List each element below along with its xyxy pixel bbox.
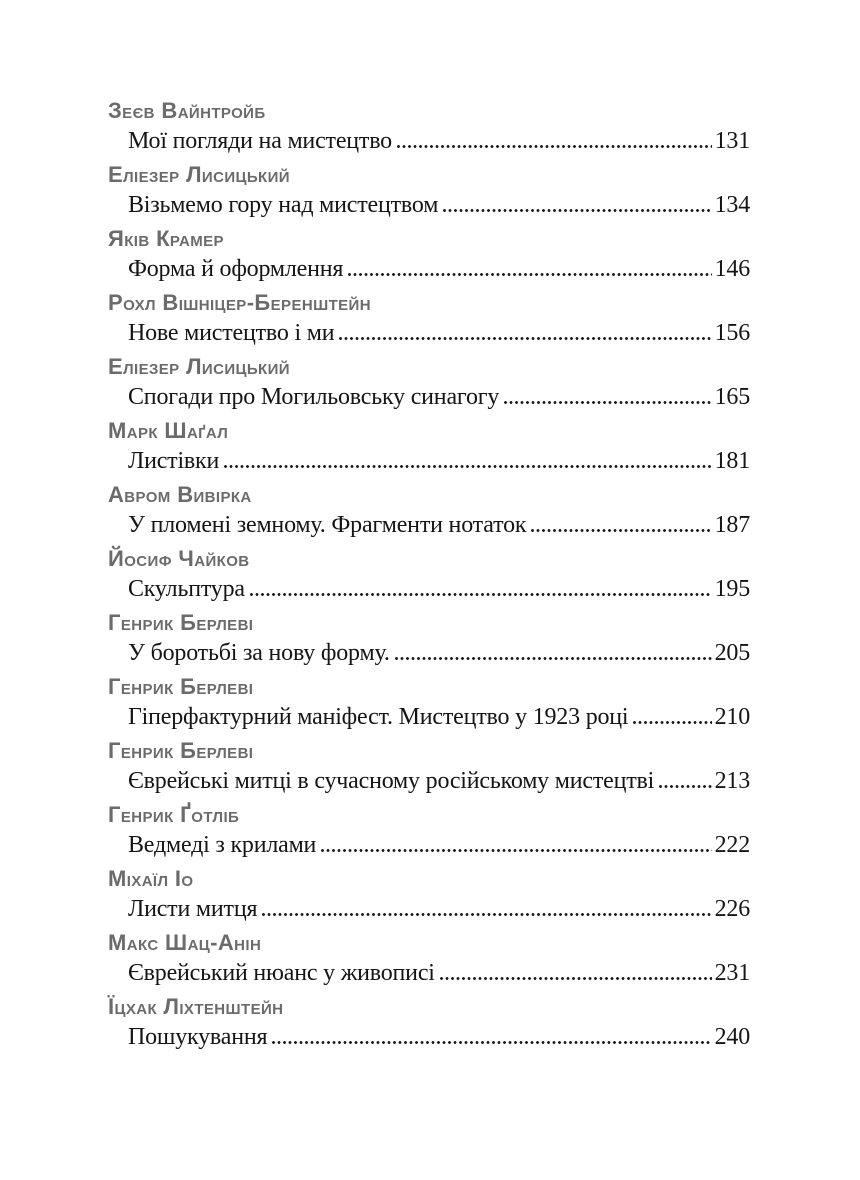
toc-entry-title-line	[128, 1024, 750, 1051]
toc-entry	[108, 484, 750, 539]
dot-leader	[443, 209, 711, 212]
toc-entry-author: Марк Шаґал	[108, 418, 229, 443]
toc-entry-author: Генрик Ґотліб	[108, 802, 240, 827]
toc-entry-author: Генрик Берлеві	[108, 610, 254, 635]
toc-entry	[108, 292, 750, 347]
dot-leader	[504, 401, 711, 404]
toc-entry-title-line	[128, 128, 750, 155]
dot-leader	[321, 849, 711, 852]
toc-entry-title: Форма й оформлення	[128, 256, 344, 282]
toc-entry-author: Йосиф Чайков	[108, 546, 250, 571]
toc-entry-title-line	[128, 512, 750, 539]
toc-entry-title-line	[128, 832, 750, 859]
toc-entry-title-line	[128, 768, 750, 795]
toc-entry	[108, 740, 750, 795]
toc-entry	[108, 804, 750, 859]
toc-entry-author: Міхаїл Іо	[108, 866, 194, 891]
toc-entry-page-number: 146	[714, 256, 750, 282]
dot-leader	[659, 785, 711, 788]
toc-entry	[108, 676, 750, 731]
dot-leader	[339, 337, 711, 340]
toc-entry	[108, 612, 750, 667]
toc-entry-title-line	[128, 576, 750, 603]
toc-entry-page-number: 205	[714, 640, 750, 666]
toc-entry-title-line	[128, 896, 750, 923]
toc-entry	[108, 100, 750, 155]
toc-entry-author: Макс Шац-Анін	[108, 930, 262, 955]
dot-leader	[224, 465, 711, 468]
dot-leader	[633, 721, 711, 724]
toc-entry	[108, 356, 750, 411]
toc-entry-author: Генрик Берлеві	[108, 674, 254, 699]
toc-entry-page-number: 165	[714, 384, 750, 410]
toc-entry	[108, 164, 750, 219]
toc-entry	[108, 996, 750, 1051]
toc-entry-page-number: 231	[714, 960, 750, 986]
toc-entry-title-line	[128, 384, 750, 411]
toc-entry-page-number: 210	[714, 704, 750, 730]
table-of-contents	[108, 100, 750, 1051]
toc-entry-author: Яків Крамер	[108, 226, 224, 251]
toc-entry-title: У боротьбі за нову форму.	[128, 640, 390, 666]
toc-entry-page-number: 156	[714, 320, 750, 346]
toc-entry-title: Ведмеді з крилами	[128, 832, 317, 858]
toc-entry-title: Листівки	[128, 448, 220, 474]
toc-entry-page-number: 213	[714, 768, 750, 794]
dot-leader	[250, 593, 712, 596]
toc-entry-title: Візьмемо гору над мистецтвом	[128, 192, 439, 218]
toc-entry-author: Зеєв Вайнтройб	[108, 98, 266, 123]
toc-entry-title-line	[128, 704, 750, 731]
dot-leader	[395, 657, 712, 660]
toc-entry-title-line	[128, 448, 750, 475]
toc-entry-title-line	[128, 640, 750, 667]
toc-entry-page-number: 187	[714, 512, 750, 538]
dot-leader	[397, 145, 712, 148]
toc-entry-title-line	[128, 192, 750, 219]
toc-entry	[108, 228, 750, 283]
toc-entry-author: Еліезер Лисицький	[108, 162, 290, 187]
toc-entry-page-number: 226	[714, 896, 750, 922]
toc-entry-page-number: 134	[714, 192, 750, 218]
toc-entry	[108, 420, 750, 475]
toc-entry	[108, 932, 750, 987]
dot-leader	[262, 913, 711, 916]
toc-entry-author: Авром Вивірка	[108, 482, 252, 507]
toc-entry-title: Єврейські митці в сучасному російському мистецтві	[128, 768, 655, 794]
toc-entry-author: Генрик Берлеві	[108, 738, 254, 763]
toc-entry	[108, 868, 750, 923]
dot-leader	[440, 977, 712, 980]
toc-entry-title: Єврейський нюанс у живописі	[128, 960, 435, 986]
toc-entry-page-number: 195	[714, 576, 750, 602]
toc-entry-page-number: 222	[714, 832, 750, 858]
toc-entry	[108, 548, 750, 603]
toc-entry-page-number: 131	[714, 128, 750, 154]
toc-entry-title-line	[128, 320, 750, 347]
dot-leader	[348, 273, 711, 276]
dot-leader	[272, 1041, 711, 1044]
toc-entry-title-line	[128, 960, 750, 987]
toc-entry-author: Рохл Вішніцер-Беренштейн	[108, 290, 371, 315]
toc-entry-title: Нове мистецтво і ми	[128, 320, 335, 346]
toc-entry-author: Еліезер Лисицький	[108, 354, 290, 379]
toc-entry-title: Мої погляди на мистецтво	[128, 128, 392, 154]
toc-entry-title: У пломені земному. Фрагменти нотаток	[128, 512, 527, 538]
toc-entry-page-number: 181	[714, 448, 750, 474]
toc-entry-title: Гіперфактурний маніфест. Мистецтво у 1923 році	[128, 704, 629, 730]
dot-leader	[531, 529, 711, 532]
toc-entry-title: Пошукування	[128, 1024, 268, 1050]
toc-entry-title: Скульптура	[128, 576, 245, 602]
toc-entry-title: Листи митця	[128, 896, 258, 922]
toc-entry-title-line	[128, 256, 750, 283]
toc-entry-author: Їцхак Ліхтенштейн	[108, 994, 284, 1019]
toc-entry-title: Спогади про Могильовську синагогу	[128, 384, 500, 410]
toc-entry-page-number: 240	[714, 1024, 750, 1050]
